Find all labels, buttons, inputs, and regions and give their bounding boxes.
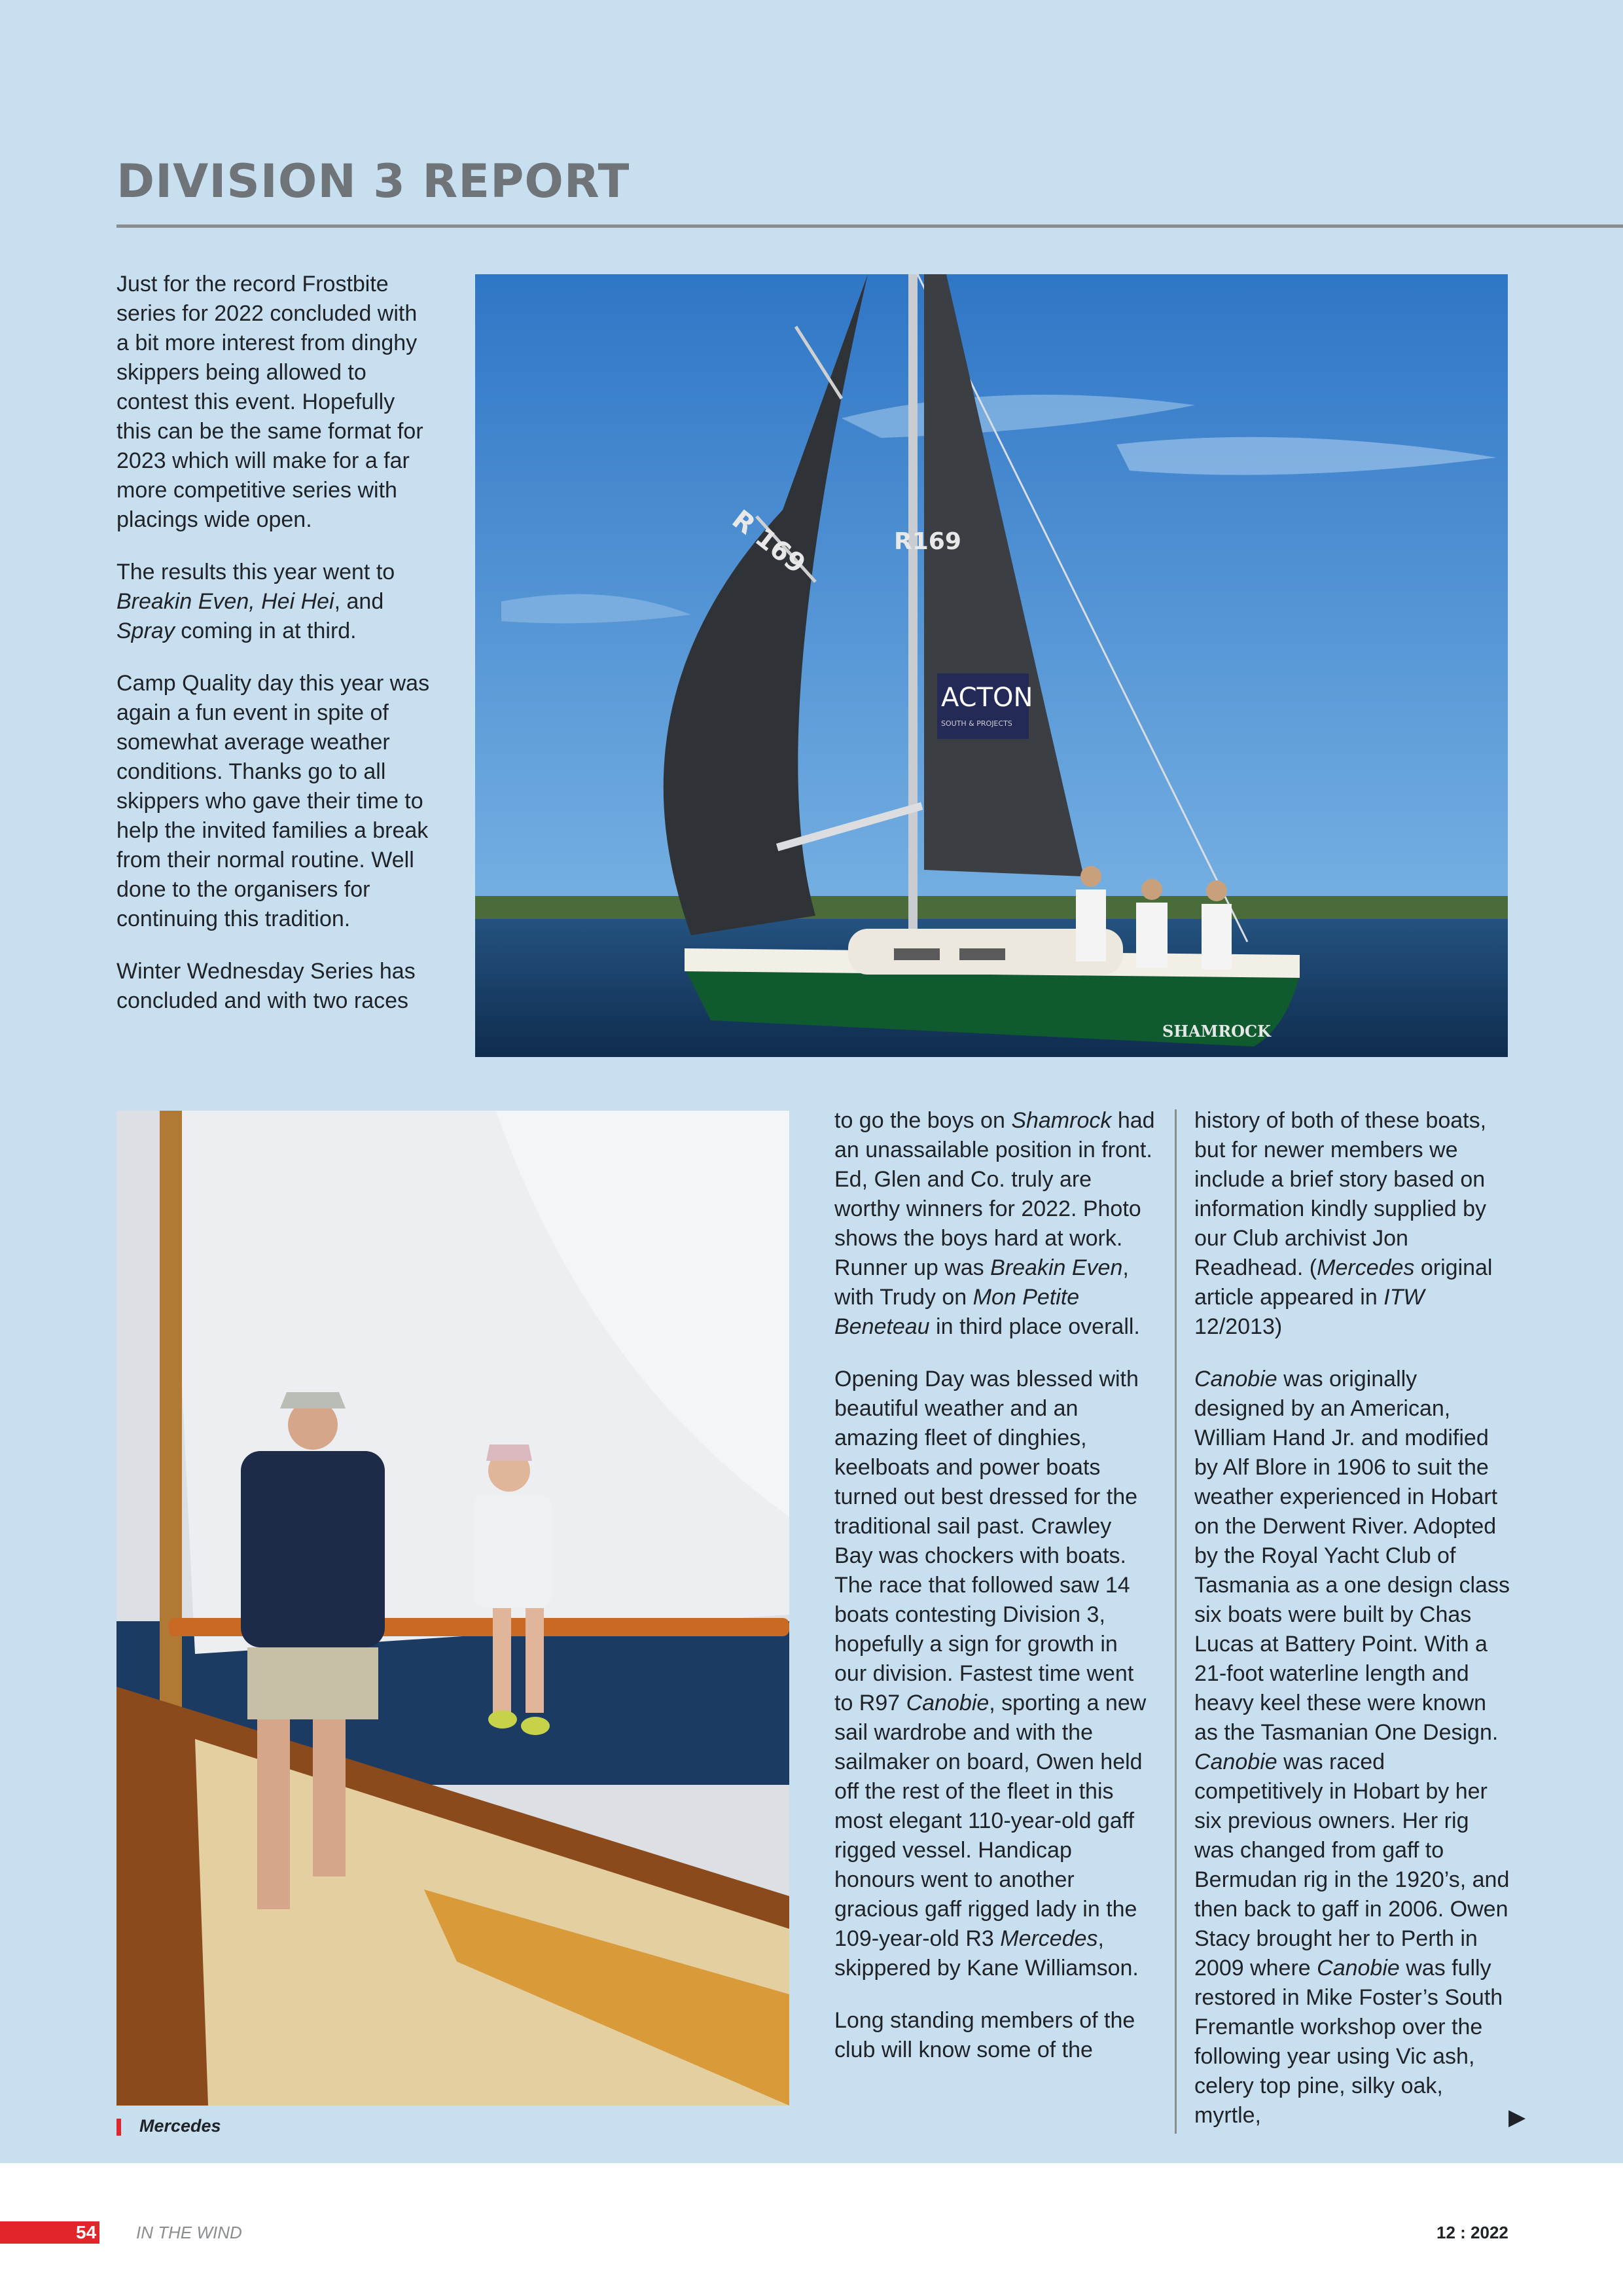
- paragraph-camp-quality: Camp Quality day this year was again a fun event in spite of somewhat average weather conditions. Thanks go to all skippers who gave their time to help the invited families a break from their normal routine. Well done to the organisers for continuing this tradition.: [116, 671, 430, 931]
- article-column-middle: [834, 1106, 1155, 2088]
- paragraph-long-standing: Long standing members of the club will know some of the: [834, 2008, 1135, 2062]
- paragraph-history: history of both of these boats, but for newer members we include a brief story based on information kindly supplied by our Club archivist Jon Readhead. (Mercedes original article appeared in ITW 12/2013): [1194, 1108, 1493, 1339]
- article-column-left: [116, 270, 431, 1039]
- paragraph-opening-day: Opening Day was blessed with beautiful weather and an amazing fleet of dinghies, keelboats and power boats turned out best dressed for the traditional sail past. Crawley Bay was chockers with boats. The race that followed saw 14 boats contesting Division 3, hopefully a sign for growth in our division. Fastest time went to R97 Canobie, sporting a new sail wardrobe and with the sailmaker on board, Owen held off the rest of the fleet in this most elegant 110-year-old gaff rigged vessel. Handicap honours went to another gracious gaff rigged lady in the 109-year-old R3 Mercedes, skippered by Kane Williamson.: [834, 1367, 1147, 1981]
- photo-caption: [116, 2113, 221, 2139]
- paragraph-frostbite-results: The results this year went to Breakin Even, Hei Hei, and Spray coming in at third.: [116, 560, 395, 643]
- article-column-right: [1194, 1106, 1512, 2153]
- mainsail-sail-number: R169: [894, 528, 961, 555]
- hull-number: 169: [1222, 1010, 1238, 1019]
- paragraph-shamrock: to go the boys on Shamrock had an unassailable position in front. Ed, Glen and Co. truly are worthy winners for 2022. Photo shows the boys hard at work. Runner up was Breakin Even, with Trudy on Mon Petite Beneteau in third place overall.: [834, 1108, 1155, 1339]
- paragraph-frostbite: Just for the record Frostbite series for 2022 concluded with a bit more interest from dinghy skippers being allowed to contest this event. Hopefully this can be the same format for 2023 which will make for a far more competitive series with placings wide open.: [116, 272, 423, 532]
- photo-mercedes: [116, 1111, 789, 2106]
- sponsor-logo: ACTON: [941, 683, 1033, 713]
- issue-date: 12 : 2022: [1436, 2223, 1508, 2242]
- page-number: 54: [76, 2222, 97, 2242]
- caption-marker: [116, 2119, 121, 2136]
- publication-title: IN THE WIND: [136, 2223, 242, 2242]
- photo-shamrock: [475, 274, 1508, 1057]
- column-divider: [1175, 1109, 1177, 2134]
- boat-names: Breakin Even, Hei Hei: [116, 589, 334, 614]
- paragraph-canobie: Canobie was originally designed by an American, William Hand Jr. and modified by Alf Blore in 1906 to suit the weather experienced in Hobart on the Derwent River. Adopted by the Royal Yacht Club of Tasmania as a one design class six boats were built by Chas Lucas at Battery Point. With a 21-foot waterline length and heavy keel these were known as the Tasmanian One Design. Canobie was raced competitively in Hobart by her six previous owners. Her rig was changed from gaff to Bermudan rig in the 1920’s, and then back to gaff in 2006. Owen Stacy brought her to Perth in 2009 where Canobie was fully restored in Mike Foster’s South Fremantle workshop over the following year using Vic ash, celery top pine, silky oak, myrtle,: [1194, 1367, 1510, 2128]
- jib-sail-number: R 169: [726, 504, 812, 580]
- paragraph-winter-series: Winter Wednesday Series has concluded and with two races: [116, 959, 416, 1013]
- title-rule: [116, 224, 1623, 228]
- caption-text: Mercedes: [139, 2116, 221, 2136]
- hull-name: SHAMROCK: [1162, 1022, 1272, 1041]
- continue-arrow-icon: ▶: [1508, 2105, 1526, 2130]
- boat-name: Spray: [116, 619, 175, 643]
- page-title: DIVISION 3 REPORT: [116, 154, 630, 208]
- sponsor-sub: SOUTH & PROJECTS: [941, 719, 1012, 728]
